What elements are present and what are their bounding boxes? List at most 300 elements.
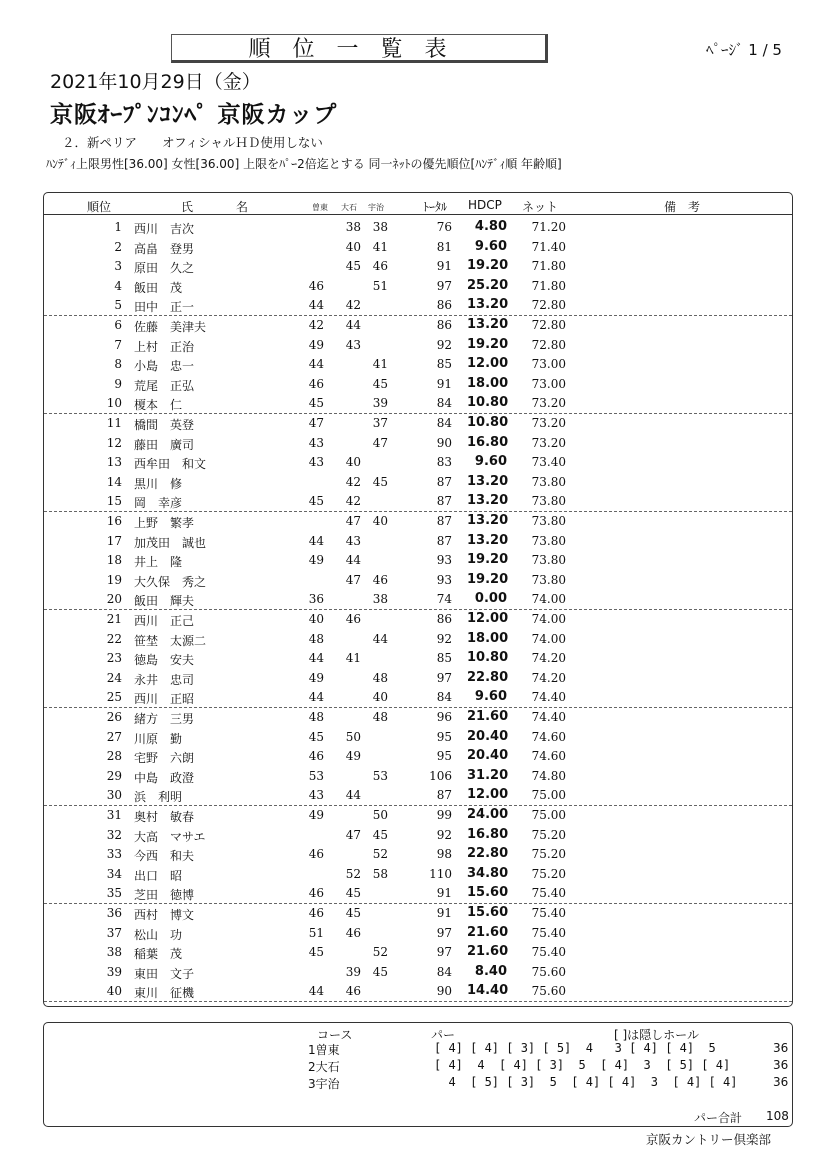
cell-rank: 24	[106, 670, 122, 685]
cell-hdcp: 12.00	[467, 611, 509, 626]
cell-c1: 46	[308, 278, 324, 293]
cell-name: 井上 隆	[134, 555, 183, 570]
table-row	[44, 844, 792, 864]
cell-name: 上野 繁孝	[134, 516, 195, 530]
cell-hdcp: 13.20	[467, 493, 509, 509]
cell-total: 92	[436, 631, 452, 646]
cell-name: 荒尾 正弘	[134, 378, 195, 393]
cell-c3: 52	[372, 847, 388, 862]
cell-net: 73.00	[531, 376, 566, 391]
cell-total: 99	[436, 808, 452, 822]
cell-hdcp: 19.20	[467, 571, 509, 587]
cell-hdcp: 18.00	[467, 630, 509, 646]
cell-net: 74.00	[531, 592, 566, 607]
cell-hdcp: 21.60	[467, 924, 509, 940]
table-row	[44, 217, 792, 237]
cell-net: 73.20	[531, 416, 566, 430]
cell-hdcp: 14.40	[467, 983, 509, 999]
cell-total: 74	[436, 592, 452, 607]
cell-net: 75.20	[531, 847, 566, 862]
cell-c1: 45	[308, 494, 324, 509]
cell-rank: 18	[106, 553, 122, 568]
cell-c1: 43	[308, 788, 324, 803]
cell-c1: 49	[308, 808, 324, 822]
col-course1-header: 曽東	[312, 203, 328, 212]
cell-c1: 51	[308, 925, 324, 940]
cell-rank: 40	[106, 984, 122, 999]
cell-name: 西牟田 和文	[134, 457, 207, 472]
table-row	[44, 609, 792, 629]
cell-c1: 44	[308, 357, 324, 372]
cell-name: 佐藤 美津夫	[134, 320, 207, 334]
cell-net: 73.80	[531, 474, 566, 489]
cell-rank: 16	[106, 514, 122, 528]
table-row	[44, 962, 792, 982]
cell-c3: 41	[372, 357, 388, 372]
course-par-table	[43, 1022, 793, 1127]
cell-total: 84	[436, 690, 452, 705]
header-divider	[44, 214, 792, 215]
cell-rank: 3	[114, 259, 122, 274]
col-remarks-header: 備 考	[664, 200, 701, 214]
cell-hdcp: 9.60	[474, 689, 507, 705]
par-total-label: パー合計	[694, 1111, 743, 1125]
cell-c1: 48	[308, 710, 324, 724]
cell-net: 75.40	[531, 906, 566, 920]
cell-total: 86	[436, 318, 452, 332]
cell-hdcp: 16.80	[467, 826, 509, 842]
cell-net: 75.00	[531, 808, 566, 822]
table-row	[44, 746, 792, 766]
cell-rank: 33	[106, 847, 122, 862]
cell-hdcp: 21.60	[467, 709, 509, 724]
cell-c3: 45	[372, 474, 388, 489]
cell-name: 西川 正己	[134, 614, 195, 628]
cell-total: 91	[436, 376, 452, 391]
cell-c2: 46	[345, 612, 361, 626]
cell-c2: 47	[345, 514, 361, 528]
course-holes: [ 4] [ 4] [ 3] [ 5] 4 3 [ 4] [ 4] 5	[434, 1041, 716, 1055]
cell-total: 84	[436, 964, 452, 979]
cell-c3: 44	[372, 631, 388, 646]
table-row	[44, 589, 792, 610]
cell-net: 75.60	[531, 984, 566, 999]
cell-c3: 48	[372, 670, 388, 685]
par-total-value: 108	[766, 1109, 789, 1123]
cell-c1: 36	[308, 592, 324, 607]
cell-net: 75.40	[531, 945, 566, 960]
cell-c2: 50	[345, 729, 361, 744]
cell-hdcp: 9.60	[474, 238, 507, 254]
cell-net: 74.20	[531, 670, 566, 685]
cell-rank: 32	[106, 827, 122, 842]
cell-name: 笹埜 太源二	[134, 633, 207, 648]
cell-c2: 47	[345, 572, 361, 587]
table-row	[44, 981, 792, 1002]
cell-total: 91	[436, 906, 452, 920]
cell-c3: 48	[372, 710, 388, 724]
table-row	[44, 237, 792, 257]
cell-c3: 52	[372, 945, 388, 960]
cell-c3: 37	[372, 416, 388, 430]
cell-hdcp: 12.00	[467, 356, 509, 372]
par-label: パー	[431, 1028, 456, 1042]
cell-net: 75.40	[531, 886, 566, 901]
course-par-total: 36	[773, 1075, 789, 1089]
cell-c1: 46	[308, 886, 324, 901]
cell-total: 85	[436, 651, 452, 666]
cell-net: 73.80	[531, 514, 566, 528]
cell-rank: 17	[106, 533, 122, 548]
cell-c3: 53	[372, 768, 388, 783]
cell-net: 73.80	[531, 533, 566, 548]
col-total-header: ﾄｰﾀﾙ	[423, 200, 448, 214]
cell-hdcp: 15.60	[467, 885, 509, 901]
course-holes: 4 [ 5] [ 3] 5 [ 4] [ 4] 3 [ 4] [ 4]	[434, 1075, 738, 1089]
competition-name: 京阪ｵｰﾌﾟﾝｺﾝﾍﾟ 京阪カップ	[50, 102, 338, 128]
cell-hdcp: 12.00	[467, 787, 509, 803]
table-row	[44, 825, 792, 845]
page-number: ﾍﾟｰｼﾞ 1 / 5	[706, 41, 782, 59]
cell-c1: 46	[308, 906, 324, 920]
cell-total: 97	[436, 925, 452, 940]
cell-c1: 49	[308, 553, 324, 568]
cell-rank: 25	[106, 690, 122, 705]
results-table	[43, 192, 793, 1007]
cell-name: 橋間 英登	[134, 418, 195, 432]
cell-total: 90	[436, 435, 452, 450]
table-row	[44, 393, 792, 414]
table-row	[44, 374, 792, 394]
cell-rank: 22	[106, 631, 122, 646]
table-row	[44, 883, 792, 904]
table-row	[44, 354, 792, 374]
cell-c1: 48	[308, 631, 324, 646]
cell-c1: 43	[308, 435, 324, 450]
cell-total: 86	[436, 612, 452, 626]
cell-c2: 40	[345, 239, 361, 254]
cell-name: 松山 功	[134, 927, 183, 942]
cell-c3: 40	[372, 514, 388, 528]
cell-rank: 39	[106, 964, 122, 979]
cell-hdcp: 21.60	[467, 944, 509, 960]
cell-c2: 45	[345, 259, 361, 274]
cell-rank: 8	[114, 357, 122, 372]
cell-net: 75.00	[531, 788, 566, 803]
cell-rank: 1	[114, 220, 122, 234]
cell-c2: 47	[345, 827, 361, 842]
cell-rank: 4	[114, 278, 122, 293]
cell-hdcp: 19.20	[467, 552, 509, 568]
cell-name: 西川 吉次	[134, 222, 195, 236]
cell-c3: 46	[372, 572, 388, 587]
cell-c2: 39	[345, 964, 361, 979]
table-row	[44, 413, 792, 433]
cell-total: 110	[429, 866, 452, 881]
cell-total: 95	[436, 729, 452, 744]
table-row	[44, 668, 792, 688]
cell-name: 稲葉 茂	[134, 947, 183, 962]
cell-net: 72.80	[531, 298, 566, 313]
cell-net: 75.60	[531, 964, 566, 979]
cell-name: 徳島 安夫	[134, 653, 195, 668]
cell-rank: 31	[106, 808, 122, 822]
cell-c1: 40	[308, 612, 324, 626]
cell-name: 大久保 秀之	[134, 574, 207, 589]
cell-hdcp: 24.00	[467, 807, 509, 822]
cell-c1: 46	[308, 376, 324, 391]
cell-total: 91	[436, 259, 452, 274]
cell-total: 84	[436, 416, 452, 430]
col-course3-header: 宇治	[368, 203, 384, 212]
table-row	[44, 276, 792, 296]
cell-rank: 10	[106, 396, 122, 411]
cell-total: 92	[436, 827, 452, 842]
cell-net: 74.00	[531, 612, 566, 626]
cell-hdcp: 8.40	[474, 963, 507, 979]
cell-total: 76	[436, 220, 452, 234]
cell-c3: 41	[372, 239, 388, 254]
cell-hdcp: 13.20	[467, 532, 509, 548]
cell-rank: 26	[106, 710, 122, 724]
cell-c1: 45	[308, 396, 324, 411]
cell-name: 浜 利明	[134, 790, 183, 805]
cell-hdcp: 15.60	[467, 905, 509, 920]
cell-total: 86	[436, 298, 452, 313]
cell-name: 川原 勤	[134, 731, 183, 746]
cell-rank: 38	[106, 945, 122, 960]
cell-rank: 29	[106, 768, 122, 783]
cell-total: 97	[436, 945, 452, 960]
cell-total: 84	[436, 396, 452, 411]
cell-c1: 44	[308, 984, 324, 999]
cell-c3: 50	[372, 808, 388, 822]
cell-name: 奥村 敏春	[134, 810, 195, 824]
cell-rank: 5	[114, 298, 122, 313]
cell-net: 73.00	[531, 357, 566, 372]
cell-hdcp: 20.40	[467, 728, 509, 744]
cell-net: 72.80	[531, 318, 566, 332]
cell-c2: 52	[345, 866, 361, 881]
table-row	[44, 531, 792, 551]
cell-c2: 44	[345, 553, 361, 568]
cell-hdcp: 13.20	[467, 473, 509, 489]
cell-hdcp: 0.00	[474, 591, 507, 607]
cell-c1: 45	[308, 945, 324, 960]
cell-c1: 53	[308, 768, 324, 783]
cell-total: 81	[436, 239, 452, 254]
table-row	[44, 491, 792, 512]
cell-rank: 30	[106, 788, 122, 803]
cell-name: 小島 忠一	[134, 359, 195, 374]
cell-c2: 42	[345, 474, 361, 489]
cell-total: 92	[436, 337, 452, 352]
cell-net: 74.60	[531, 749, 566, 764]
table-row	[44, 629, 792, 649]
cell-net: 74.00	[531, 631, 566, 646]
cell-total: 83	[436, 455, 452, 470]
cell-net: 74.40	[531, 710, 566, 724]
cell-c3: 58	[372, 866, 388, 881]
col-rank-header: 順位	[87, 200, 112, 214]
table-row	[44, 511, 792, 531]
cell-c2: 40	[345, 455, 361, 470]
cell-c3: 39	[372, 396, 388, 411]
cell-c2: 46	[345, 984, 361, 999]
cell-hdcp: 18.00	[467, 375, 509, 391]
cell-c3: 46	[372, 259, 388, 274]
cell-rank: 15	[106, 494, 122, 509]
club-name: 京阪カントリー倶楽部	[646, 1132, 772, 1147]
cell-rank: 37	[106, 925, 122, 940]
cell-rank: 13	[106, 455, 122, 470]
cell-name: 飯田 輝夫	[134, 594, 195, 609]
cell-total: 90	[436, 984, 452, 999]
table-row	[44, 766, 792, 786]
cell-hdcp: 16.80	[467, 434, 509, 450]
cell-hdcp: 25.20	[467, 277, 509, 293]
cell-name: 宅野 六朗	[134, 751, 195, 766]
page-title: 順位一覧表	[248, 37, 469, 62]
cell-net: 73.40	[531, 455, 566, 470]
cell-rank: 21	[106, 612, 122, 626]
cell-total: 87	[436, 514, 452, 528]
cell-net: 74.20	[531, 651, 566, 666]
table-row	[44, 727, 792, 747]
cell-name: 高畠 登男	[134, 241, 195, 256]
cell-net: 74.60	[531, 729, 566, 744]
table-row	[44, 315, 792, 335]
cell-name: 西川 正昭	[134, 692, 195, 707]
cell-total: 93	[436, 572, 452, 587]
course-name: 2大石	[308, 1060, 340, 1074]
cell-hdcp: 4.80	[474, 219, 507, 234]
cell-c2: 43	[345, 533, 361, 548]
table-row	[44, 570, 792, 590]
cell-rank: 23	[106, 651, 122, 666]
cell-net: 74.40	[531, 690, 566, 705]
cell-hdcp: 13.20	[467, 297, 509, 313]
cell-name: 出口 昭	[134, 868, 183, 883]
cell-rank: 12	[106, 435, 122, 450]
course-name: 3宇治	[308, 1077, 340, 1091]
cell-c1: 44	[308, 690, 324, 705]
course-name: 1曽東	[308, 1043, 340, 1057]
table-row	[44, 903, 792, 923]
cell-total: 87	[436, 474, 452, 489]
cell-total: 96	[436, 710, 452, 724]
cell-name: 緒方 三男	[134, 712, 195, 726]
cell-name: 岡 幸彦	[134, 496, 183, 511]
cell-net: 73.20	[531, 435, 566, 450]
cell-total: 87	[436, 494, 452, 509]
cell-name: 榎本 仁	[134, 398, 183, 413]
cell-rank: 19	[106, 572, 122, 587]
cell-rank: 35	[106, 886, 122, 901]
cell-name: 田中 正一	[134, 300, 195, 315]
cell-name: 飯田 茂	[134, 280, 183, 295]
cell-c2: 38	[345, 220, 361, 234]
cell-c3: 38	[372, 592, 388, 607]
cell-c1: 44	[308, 651, 324, 666]
cell-net: 73.20	[531, 396, 566, 411]
cell-net: 71.40	[531, 239, 566, 254]
col-name-header-b: 名	[236, 200, 249, 214]
cell-c1: 44	[308, 533, 324, 548]
table-row	[44, 433, 792, 453]
event-date: 2021年10月29日（金）	[50, 71, 261, 93]
cell-c2: 45	[345, 906, 361, 920]
cell-c3: 40	[372, 690, 388, 705]
cell-net: 71.80	[531, 259, 566, 274]
cell-hdcp: 19.20	[467, 258, 509, 274]
cell-c3: 47	[372, 435, 388, 450]
cell-total: 87	[436, 788, 452, 803]
table-row	[44, 805, 792, 825]
page-title-box	[171, 34, 548, 63]
cell-hdcp: 13.20	[467, 513, 509, 528]
cell-net: 71.80	[531, 278, 566, 293]
hidden-hole-note: [ ]は隠しホール	[614, 1028, 699, 1042]
cell-hdcp: 13.20	[467, 317, 509, 332]
cell-rank: 28	[106, 749, 122, 764]
cell-rank: 7	[114, 337, 122, 352]
table-row	[44, 295, 792, 316]
table-row	[44, 923, 792, 943]
cell-net: 73.80	[531, 553, 566, 568]
course-label: コース	[317, 1028, 353, 1042]
cell-name: 永井 忠司	[134, 672, 195, 687]
course-holes: [ 4] 4 [ 4] [ 3] 5 [ 4] 3 [ 5] [ 4]	[434, 1058, 731, 1072]
cell-c1: 47	[308, 416, 324, 430]
cell-c2: 41	[345, 651, 361, 666]
cell-c1: 49	[308, 337, 324, 352]
course-par-total: 36	[773, 1041, 789, 1055]
cell-name: 上村 正治	[134, 339, 195, 354]
col-net-header: ネット	[522, 200, 559, 214]
cell-total: 97	[436, 278, 452, 293]
rule-line-1: ２．新ペリア オフィシャルＨＤ使用しない	[62, 135, 323, 150]
table-row	[44, 785, 792, 806]
cell-net: 73.80	[531, 572, 566, 587]
cell-rank: 36	[106, 906, 122, 920]
cell-name: 大高 マサエ	[134, 829, 206, 844]
cell-net: 71.20	[531, 220, 566, 234]
cell-net: 75.40	[531, 925, 566, 940]
cell-net: 72.80	[531, 337, 566, 352]
cell-rank: 14	[106, 474, 122, 489]
rule-line-2: ﾊﾝﾃﾞｨ上限男性[36.00] 女性[36.00] 上限をﾊﾟｰ2倍迄とする 同一ﾈｯﾄの優先順位[ﾊﾝﾃﾞｨ順 年齢順]	[46, 157, 562, 171]
cell-name: 芝田 徳博	[134, 888, 195, 903]
cell-c3: 38	[372, 220, 388, 234]
col-course2-header: 大石	[341, 203, 357, 212]
table-row	[44, 864, 792, 884]
cell-net: 73.80	[531, 494, 566, 509]
cell-c3: 45	[372, 376, 388, 391]
table-row	[44, 472, 792, 492]
cell-rank: 9	[114, 376, 122, 391]
cell-c3: 51	[372, 278, 388, 293]
cell-c2: 46	[345, 925, 361, 940]
cell-name: 西村 博文	[134, 908, 195, 922]
cell-rank: 27	[106, 729, 122, 744]
table-row	[44, 687, 792, 708]
table-row	[44, 550, 792, 570]
cell-c3: 45	[372, 964, 388, 979]
cell-c1: 46	[308, 749, 324, 764]
cell-total: 95	[436, 749, 452, 764]
cell-hdcp: 10.80	[467, 415, 509, 430]
